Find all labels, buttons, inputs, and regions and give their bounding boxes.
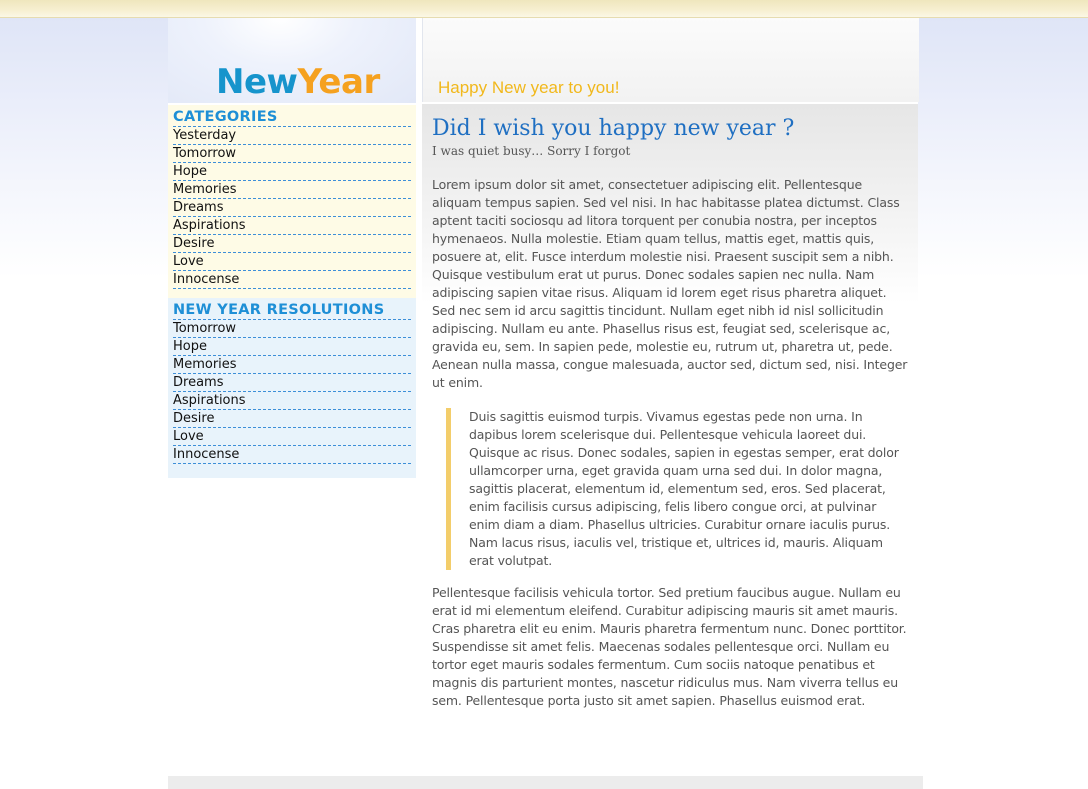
categories-heading: CATEGORIES — [173, 109, 278, 125]
main-content — [432, 114, 910, 710]
resolution-link[interactable]: Aspirations — [173, 391, 411, 409]
category-link[interactable]: Aspirations — [173, 216, 411, 234]
category-link[interactable]: Innocense — [173, 270, 411, 289]
logo-text-year: Year — [297, 62, 380, 102]
post-paragraph-2: Pellentesque facilisis vehicula tortor. Sed pretium faucibus augue. Nullam eu erat id mi elementum eleifend. Curabitur adipiscing mauris sit amet mauris. Cras pharetra elit eu enim. Mauris pharetra fermentum nunc. Donec porttitor. Suspendisse sit amet felis. Maecenas sodales pellentesque orci. Nullam eu tortor eget mauris sodales fermentum. Cum sociis natoque penatibus et magnis dis parturient montes, nascetur ridiculus mus. Nam viverra tellus eu sem. Pellentesque porta justo sit amet sapien. Phasellus euismod erat. — [432, 585, 907, 708]
top-decorative-bar — [0, 0, 1088, 18]
resolution-link[interactable]: Hope — [173, 337, 411, 355]
resolution-link[interactable]: Desire — [173, 409, 411, 427]
logo-text-new: New — [216, 62, 298, 102]
categories-box — [168, 105, 416, 308]
category-link[interactable]: Hope — [173, 162, 411, 180]
resolution-link[interactable]: Love — [173, 427, 411, 445]
site-logo[interactable] — [216, 62, 380, 102]
resolution-link[interactable]: Tomorrow — [173, 319, 411, 337]
logo-area — [168, 18, 416, 103]
category-link[interactable]: Love — [173, 252, 411, 270]
category-link[interactable]: Yesterday — [173, 126, 411, 144]
resolutions-box — [168, 298, 416, 478]
post-paragraph-1: Lorem ipsum dolor sit amet, consectetuer adipiscing elit. Pellentesque aliquam tempus sapien. Sed vel nisi. In hac habitasse platea dictumst. Class aptent taciti sociosqu ad litora torquent per conubia nostra, per inceptos hymenaeos. Nulla molestie. Etiam quam tellus, mattis eget, mattis quis, posuere at, elit. Fusce interdum molestie nisi. Praesent suscipit sem a nibh. Quisque vestibulum erat ut purus. Donec sodales sapien nec nulla. Nam adipiscing sapien vitae risus. Aliquam id lorem eget risus pharetra aliquet. Sed nec sem id arcu sagittis tincidunt. Nullam eget nibh id nisl sollicitudin adipiscing. Nullam eu ante. Phasellus risus est, feugiat sed, scelerisque ac, gravida eu, sem. In sapien pede, molestie eu, rutrum ut, pharetra ut, pede. Aenean nulla massa, congue malesuada, auctor sed, dictum sed, nisi. Integer ut enim. — [432, 177, 908, 390]
page-container — [168, 18, 918, 789]
resolution-link[interactable]: Memories — [173, 355, 411, 373]
category-link[interactable]: Memories — [173, 180, 411, 198]
post-title[interactable]: Did I wish you happy new year ? — [432, 116, 795, 141]
site-tagline: Happy New year to you! — [438, 78, 620, 97]
resolution-link[interactable]: Innocense — [173, 445, 411, 464]
post-subtitle: I was quiet busy… Sorry I forgot — [432, 144, 631, 158]
footer-bar — [168, 776, 923, 789]
post-blockquote: Duis sagittis euismod turpis. Vivamus egestas pede non urna. In dapibus lorem scelerisque dui. Pellentesque vehicula laoreet dui. Quisque ac risus. Donec sodales, sapien in egestas semper, erat dolor ullamcorper urna, eget gravida quam urna sed dui. In dolor magna, sagittis placerat, elementum id, elementum sed, eros. Sed placerat, enim facilisis cursus adipiscing, felis libero congue orci, at pulvinar enim diam a diam. Phasellus ultricies. Curabitur ornare iaculis purus. Nam lacus risus, iaculis vel, tristique et, ultrices id, mauris. Aliquam erat volutpat. — [446, 408, 910, 570]
categories-list — [168, 126, 416, 289]
category-link[interactable]: Dreams — [173, 198, 411, 216]
resolutions-list — [168, 319, 416, 464]
resolutions-heading: NEW YEAR RESOLUTIONS — [173, 302, 385, 318]
header-banner — [422, 18, 919, 102]
resolution-link[interactable]: Dreams — [173, 373, 411, 391]
category-link[interactable]: Desire — [173, 234, 411, 252]
category-link[interactable]: Tomorrow — [173, 144, 411, 162]
